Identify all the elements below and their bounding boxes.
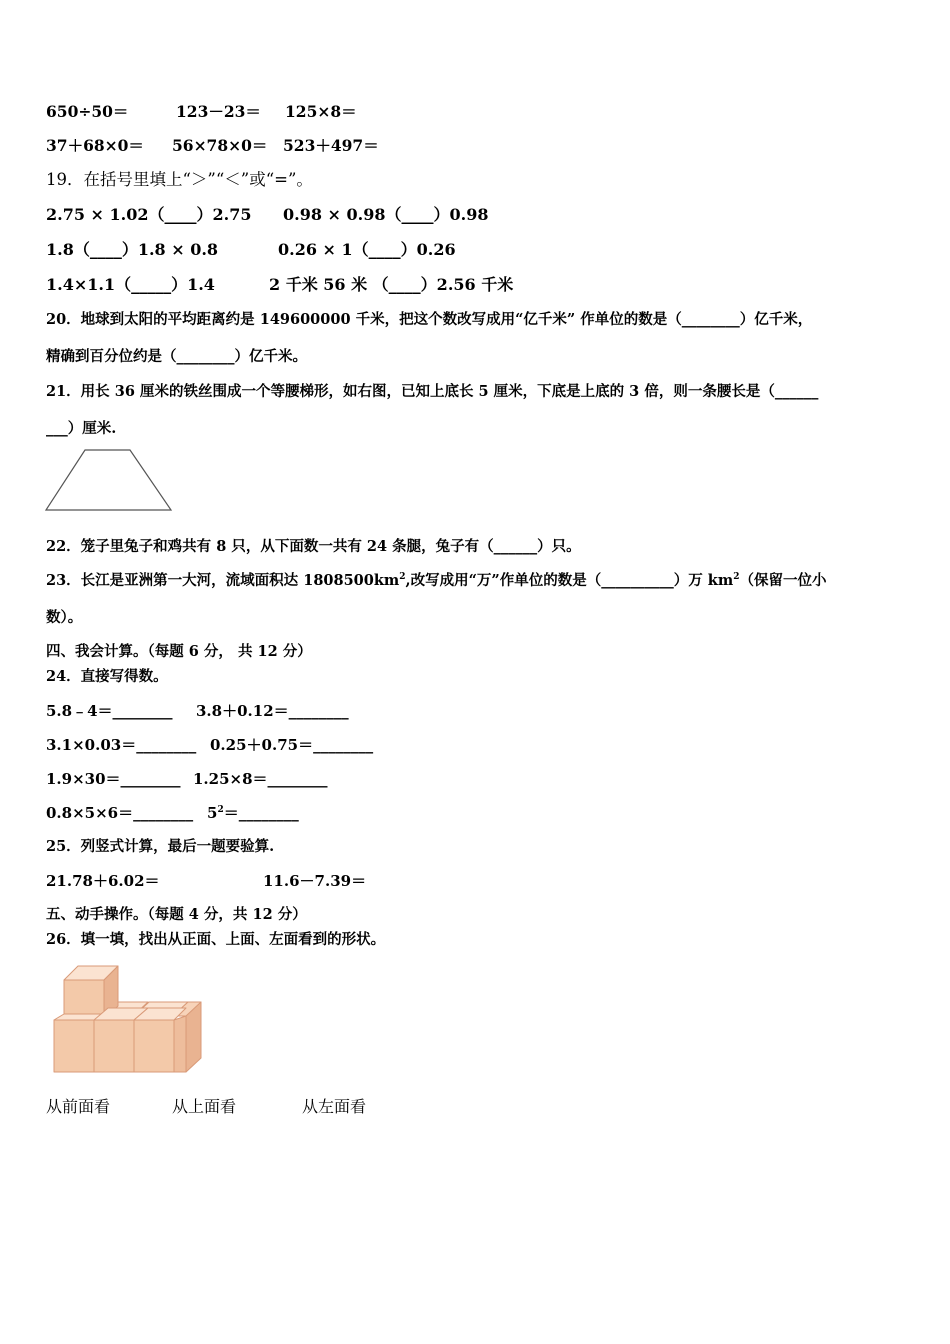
cube-front-face [54,1020,94,1072]
cube-side-face [174,1016,186,1072]
oral-calc-item: 1.9×30＝________ [46,770,181,788]
cube-front-face [134,1020,174,1072]
oral-calc-item: 0.8×5×6＝________ [46,804,194,822]
trapezoid-figure [44,448,174,512]
question-19-title: 19．在括号里填上“＞”“＜”或“=”。 [46,170,313,189]
view-label-top: 从上面看 [172,1097,237,1116]
oral-calc-item: 0.25＋0.75＝________ [210,736,374,754]
compare-item: 1.4×1.1（_____）1.4 [46,275,215,294]
question-25-title: 25．列竖式计算，最后一题要验算. [46,838,275,855]
power-base: 5 [207,804,218,822]
calc-item: 523＋497＝ [283,136,379,155]
question-23-line-1 [46,571,826,591]
cubes-figure [48,962,208,1076]
question-23-text-b: ,改写成用“万”作单位的数是（__________）万 km [405,572,734,589]
question-20-line-1: 20．地球到太阳的平均距离约是 149600000 千米，把这个数改写成用“亿千米” 作单位的数是（________）亿千米， [46,311,813,328]
oral-calc-item: 1.25×8＝________ [193,770,328,788]
view-label-left: 从左面看 [302,1097,367,1116]
oral-calc-item: 3.1×0.03＝________ [46,736,197,754]
question-23-line-2: 数）。 [46,609,83,626]
oral-calc-item [207,803,299,823]
compare-item: 0.98 × 0.98（____）0.98 [283,205,489,224]
question-23-text-c: （保留一位小 [739,572,827,589]
oral-calc-item: 3.8＋0.12＝________ [196,702,349,720]
trapezoid-shape [46,450,171,510]
question-24-title: 24．直接写得数。 [46,668,168,685]
question-21-line-1: 21．用长 36 厘米的铁丝围成一个等腰梯形，如右图，已知上底长 5 厘米，下底是上底的 3 倍，则一条腰长是（______ [46,383,819,400]
calc-item: 125×8＝ [285,102,357,121]
vertical-calc-item: 11.6－7.39＝ [263,872,367,890]
section-4-heading: 四、我会计算。（每题 6 分， 共 12 分） [46,643,312,660]
superscript: 2 [733,572,740,583]
compare-item: 0.26 × 1（____）0.26 [278,240,456,259]
superscript: 2 [217,805,224,815]
calc-item: 37＋68×0＝ [46,136,144,155]
question-20-line-2: 精确到百分位约是（________）亿千米。 [46,348,307,365]
section-5-heading: 五、动手操作。（每题 4 分，共 12 分） [46,906,307,923]
question-22: 22．笼子里兔子和鸡共有 8 只，从下面数一共有 24 条腿，兔子有（______）只。 [46,538,581,555]
calc-item: 56×78×0＝ [172,136,268,155]
power-rest: ＝________ [223,804,299,822]
question-23-text-a: 23．长江是亚洲第一大河，流域面积达 1808500km [46,572,400,589]
calc-item: 123－23＝ [176,102,261,121]
compare-item: 2 千米 56 米 （____）2.56 千米 [269,275,514,294]
superscript: 2 [399,572,406,583]
compare-item: 2.75 × 1.02（____）2.75 [46,205,252,224]
view-label-front: 从前面看 [46,1097,111,1116]
question-26-title: 26．填一填，找出从正面、上面、左面看到的形状。 [46,931,386,948]
vertical-calc-item: 21.78＋6.02＝ [46,872,160,890]
cube-front-face [94,1020,134,1072]
compare-item: 1.8（____）1.8 × 0.8 [46,240,219,259]
question-21-line-2: ___）厘米. [46,420,117,437]
calc-item: 650÷50＝ [46,102,129,121]
oral-calc-item: 5.8﹣4＝________ [46,702,173,720]
